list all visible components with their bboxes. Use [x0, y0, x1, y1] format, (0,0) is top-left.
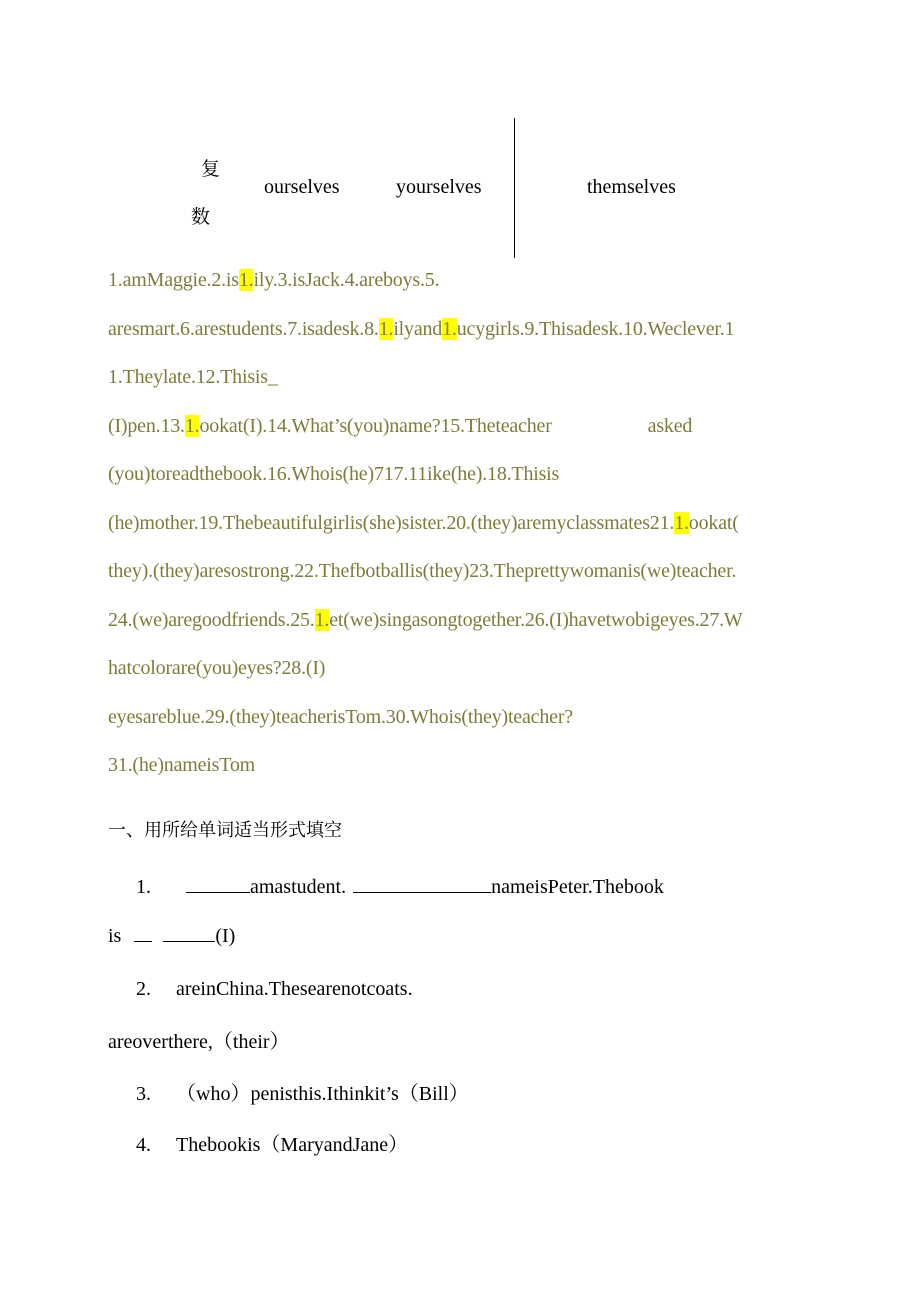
answer-line	[108, 701, 828, 750]
highlight: 1.	[184, 414, 200, 437]
answer-line	[108, 458, 828, 507]
exercise-number: 3.	[136, 1083, 151, 1105]
answer-text: (I)pen.13.	[108, 414, 185, 437]
answer-blank[interactable]	[353, 872, 491, 893]
highlight: 1.	[442, 317, 457, 340]
table-label-top: 复	[201, 158, 221, 180]
answer-block	[108, 264, 828, 798]
answer-text: 31.(he)nameisTom	[108, 754, 256, 776]
highlight: 1.	[238, 269, 254, 291]
exercise-number: 2.	[136, 978, 151, 1000]
exercise-number: 4.	[136, 1134, 151, 1156]
answer-blank[interactable]	[134, 921, 152, 942]
answer-text: ookat(I).14.What’s(you)name?15.Theteacher	[199, 414, 552, 437]
exercise-1	[136, 872, 664, 899]
section-title: 一、用所给单词适当形式填空	[108, 820, 342, 841]
answer-blank[interactable]	[186, 872, 250, 893]
exercise-text: （who）penisthis.Ithinkit’s（Bill）	[176, 1083, 469, 1105]
answer-text: (he)mother.19.Thebeautifulgirlis(she)sister.20.(they)aremyclassmates21.	[108, 511, 675, 534]
answer-text: they).(they)aresostrong.22.Thefbotballis(they)23.Theprettywomanis(we)teacher.	[108, 560, 737, 582]
highlight: 1.	[314, 608, 330, 631]
answer-text: aresmart.6.arestudents.7.isadesk.8.	[108, 317, 379, 340]
exercise-2	[136, 978, 413, 1001]
exercise-text: nameisPeter.Thebook	[491, 876, 664, 898]
exercise-text: areinChina.Thesearenotcoats.	[176, 978, 413, 1000]
answer-line	[108, 361, 828, 410]
highlight: 1.	[378, 317, 394, 340]
answer-text: et(we)singasongtogether.26.(I)havetwobigeyes.27.W	[329, 608, 743, 631]
table-word-ourselves: ourselves	[264, 176, 340, 198]
highlight: 1.	[674, 511, 689, 534]
exercise-number: 1.	[136, 876, 151, 898]
answer-line	[108, 313, 828, 362]
exercise-text: is	[108, 925, 122, 947]
answer-text: hatcolorare(you)eyes?28.(I)	[108, 657, 326, 679]
answer-line	[108, 507, 828, 556]
answer-text: 1.amMaggie.2.is	[108, 269, 239, 291]
answer-line	[108, 264, 828, 313]
exercise-1-cont	[108, 921, 235, 948]
exercise-text: amastudent.	[250, 876, 347, 898]
answer-line	[108, 555, 828, 604]
exercise-3	[136, 1077, 469, 1106]
answer-text: ookat(	[688, 511, 739, 534]
answer-text: 24.(we)aregoodfriends.25.	[108, 608, 315, 631]
exercise-text: (I)	[215, 925, 236, 947]
answer-text: ilyand	[393, 317, 443, 340]
exercise-text: areoverthere,（their）	[108, 1031, 290, 1053]
table-label-bottom: 数	[191, 206, 211, 228]
exercise-text: Thebookis（MaryandJane）	[176, 1134, 409, 1156]
answer-text: ily.3.isJack.4.areboys.5.	[253, 269, 440, 291]
answer-line	[108, 652, 828, 701]
table-word-yourselves: yourselves	[396, 176, 482, 198]
exercise-4	[136, 1128, 408, 1157]
answer-line	[108, 604, 828, 653]
table-divider	[514, 118, 515, 258]
answer-text: ucygirls.9.Thisadesk.10.Weclever.1	[456, 317, 735, 340]
exercise-2-cont	[108, 1025, 290, 1054]
table-word-themselves: themselves	[587, 176, 676, 198]
answer-text: asked	[647, 414, 693, 437]
answer-text: 1.Theylate.12.Thisis_	[108, 366, 278, 388]
answer-text: (you)toreadthebook.16.Whois(he)717.11ike(he).18.Thisis	[108, 463, 560, 485]
answer-line	[108, 749, 828, 798]
pronoun-table-row	[0, 118, 920, 258]
answer-blank[interactable]	[163, 921, 215, 942]
answer-line	[108, 410, 828, 459]
answer-text: eyesareblue.29.(they)teacherisTom.30.Whois(they)teacher?	[108, 705, 573, 728]
